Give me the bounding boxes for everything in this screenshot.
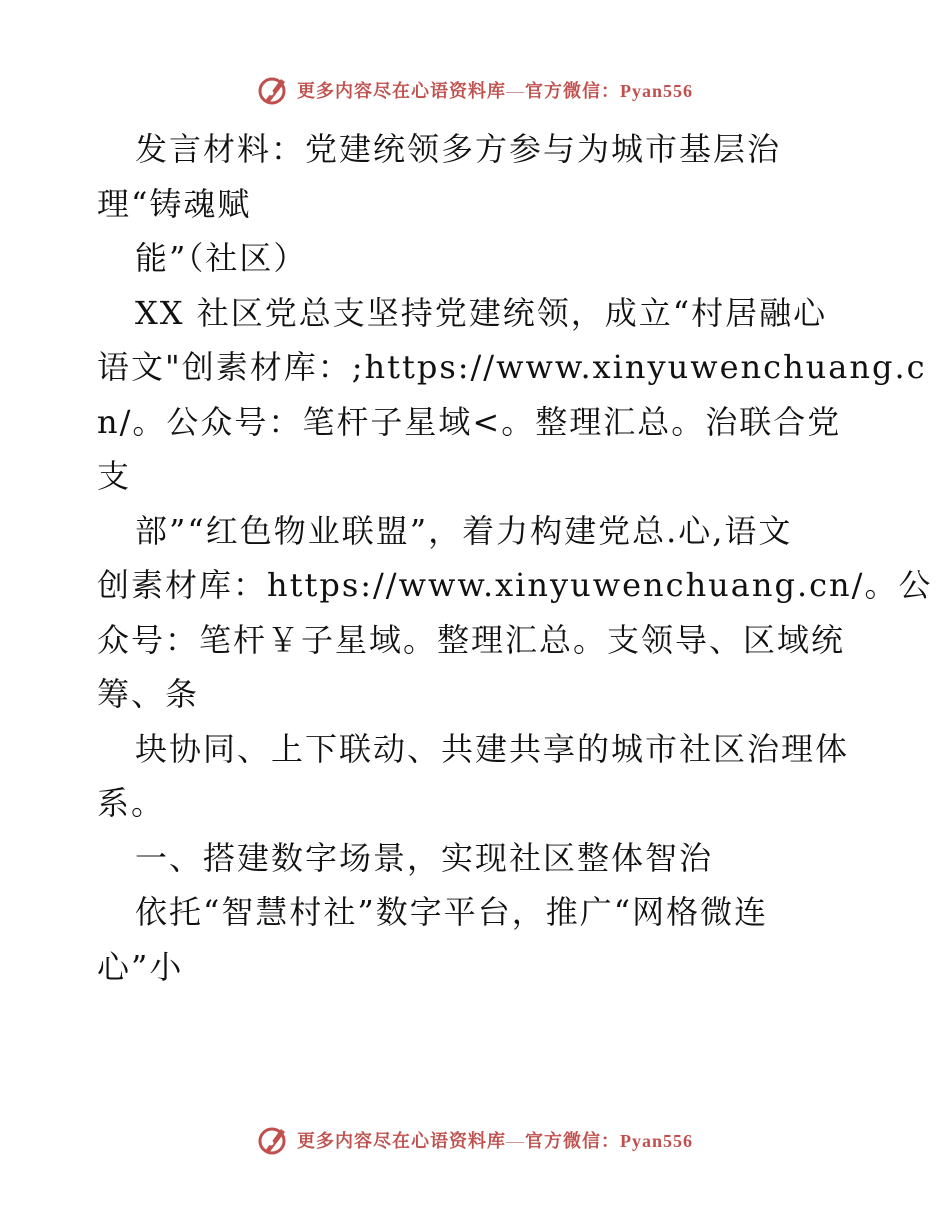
- text-line: 创素材库：https://www.xinyuwenchuang.cn/。公: [97, 566, 933, 604]
- text-line: 众号：笔杆￥子星域。整理汇总。支领导、区域统: [97, 620, 846, 659]
- banner-main: 更多内容尽在心语资料库: [296, 1131, 506, 1151]
- banner-dash: —: [505, 1131, 525, 1151]
- text-line: 能”（社区）: [135, 239, 308, 277]
- banner-wechat: 官方微信：Pyan556: [524, 81, 693, 101]
- banner-main: 更多内容尽在心语资料库: [296, 81, 506, 101]
- text-line: 发言材料：党建统领多方参与为城市基层治: [135, 130, 782, 168]
- banner-dash: —: [505, 81, 525, 101]
- text-line: 心”小: [97, 947, 184, 986]
- text-line: XX 社区党总支坚持党建统领，成立“村居融心: [135, 293, 828, 332]
- banner-text: [297, 77, 693, 103]
- text-line: 语文"创素材库：;https://www.xinyuwenchuang.c: [97, 348, 927, 386]
- footer-banner: [0, 1120, 950, 1160]
- header-banner: [0, 70, 950, 110]
- text-line: 依托“智慧村社”数字平台，推广“网格微连: [135, 893, 769, 931]
- banner-wechat: 官方微信：Pyan556: [524, 1131, 693, 1151]
- section-heading: 一、搭建数字场景，实现社区整体智治: [135, 838, 714, 877]
- text-line: 支: [97, 457, 132, 495]
- text-line: 部”“红色物业联盟”，着力构建党总.心,语文: [135, 511, 793, 550]
- text-line: 筹、条: [97, 675, 200, 713]
- document-body: [97, 122, 933, 994]
- text-line: 理“铸魂赋: [97, 184, 252, 223]
- quill-logo-icon: [257, 1123, 291, 1157]
- text-line: 系。: [97, 784, 166, 822]
- text-line: n/。公众号：笔杆子星域<。整理汇总。治联合党: [97, 402, 842, 441]
- text-line: 块协同、上下联动、共建共享的城市社区治理体: [135, 729, 850, 768]
- quill-logo-icon: [257, 73, 291, 107]
- banner-text: [297, 1127, 693, 1153]
